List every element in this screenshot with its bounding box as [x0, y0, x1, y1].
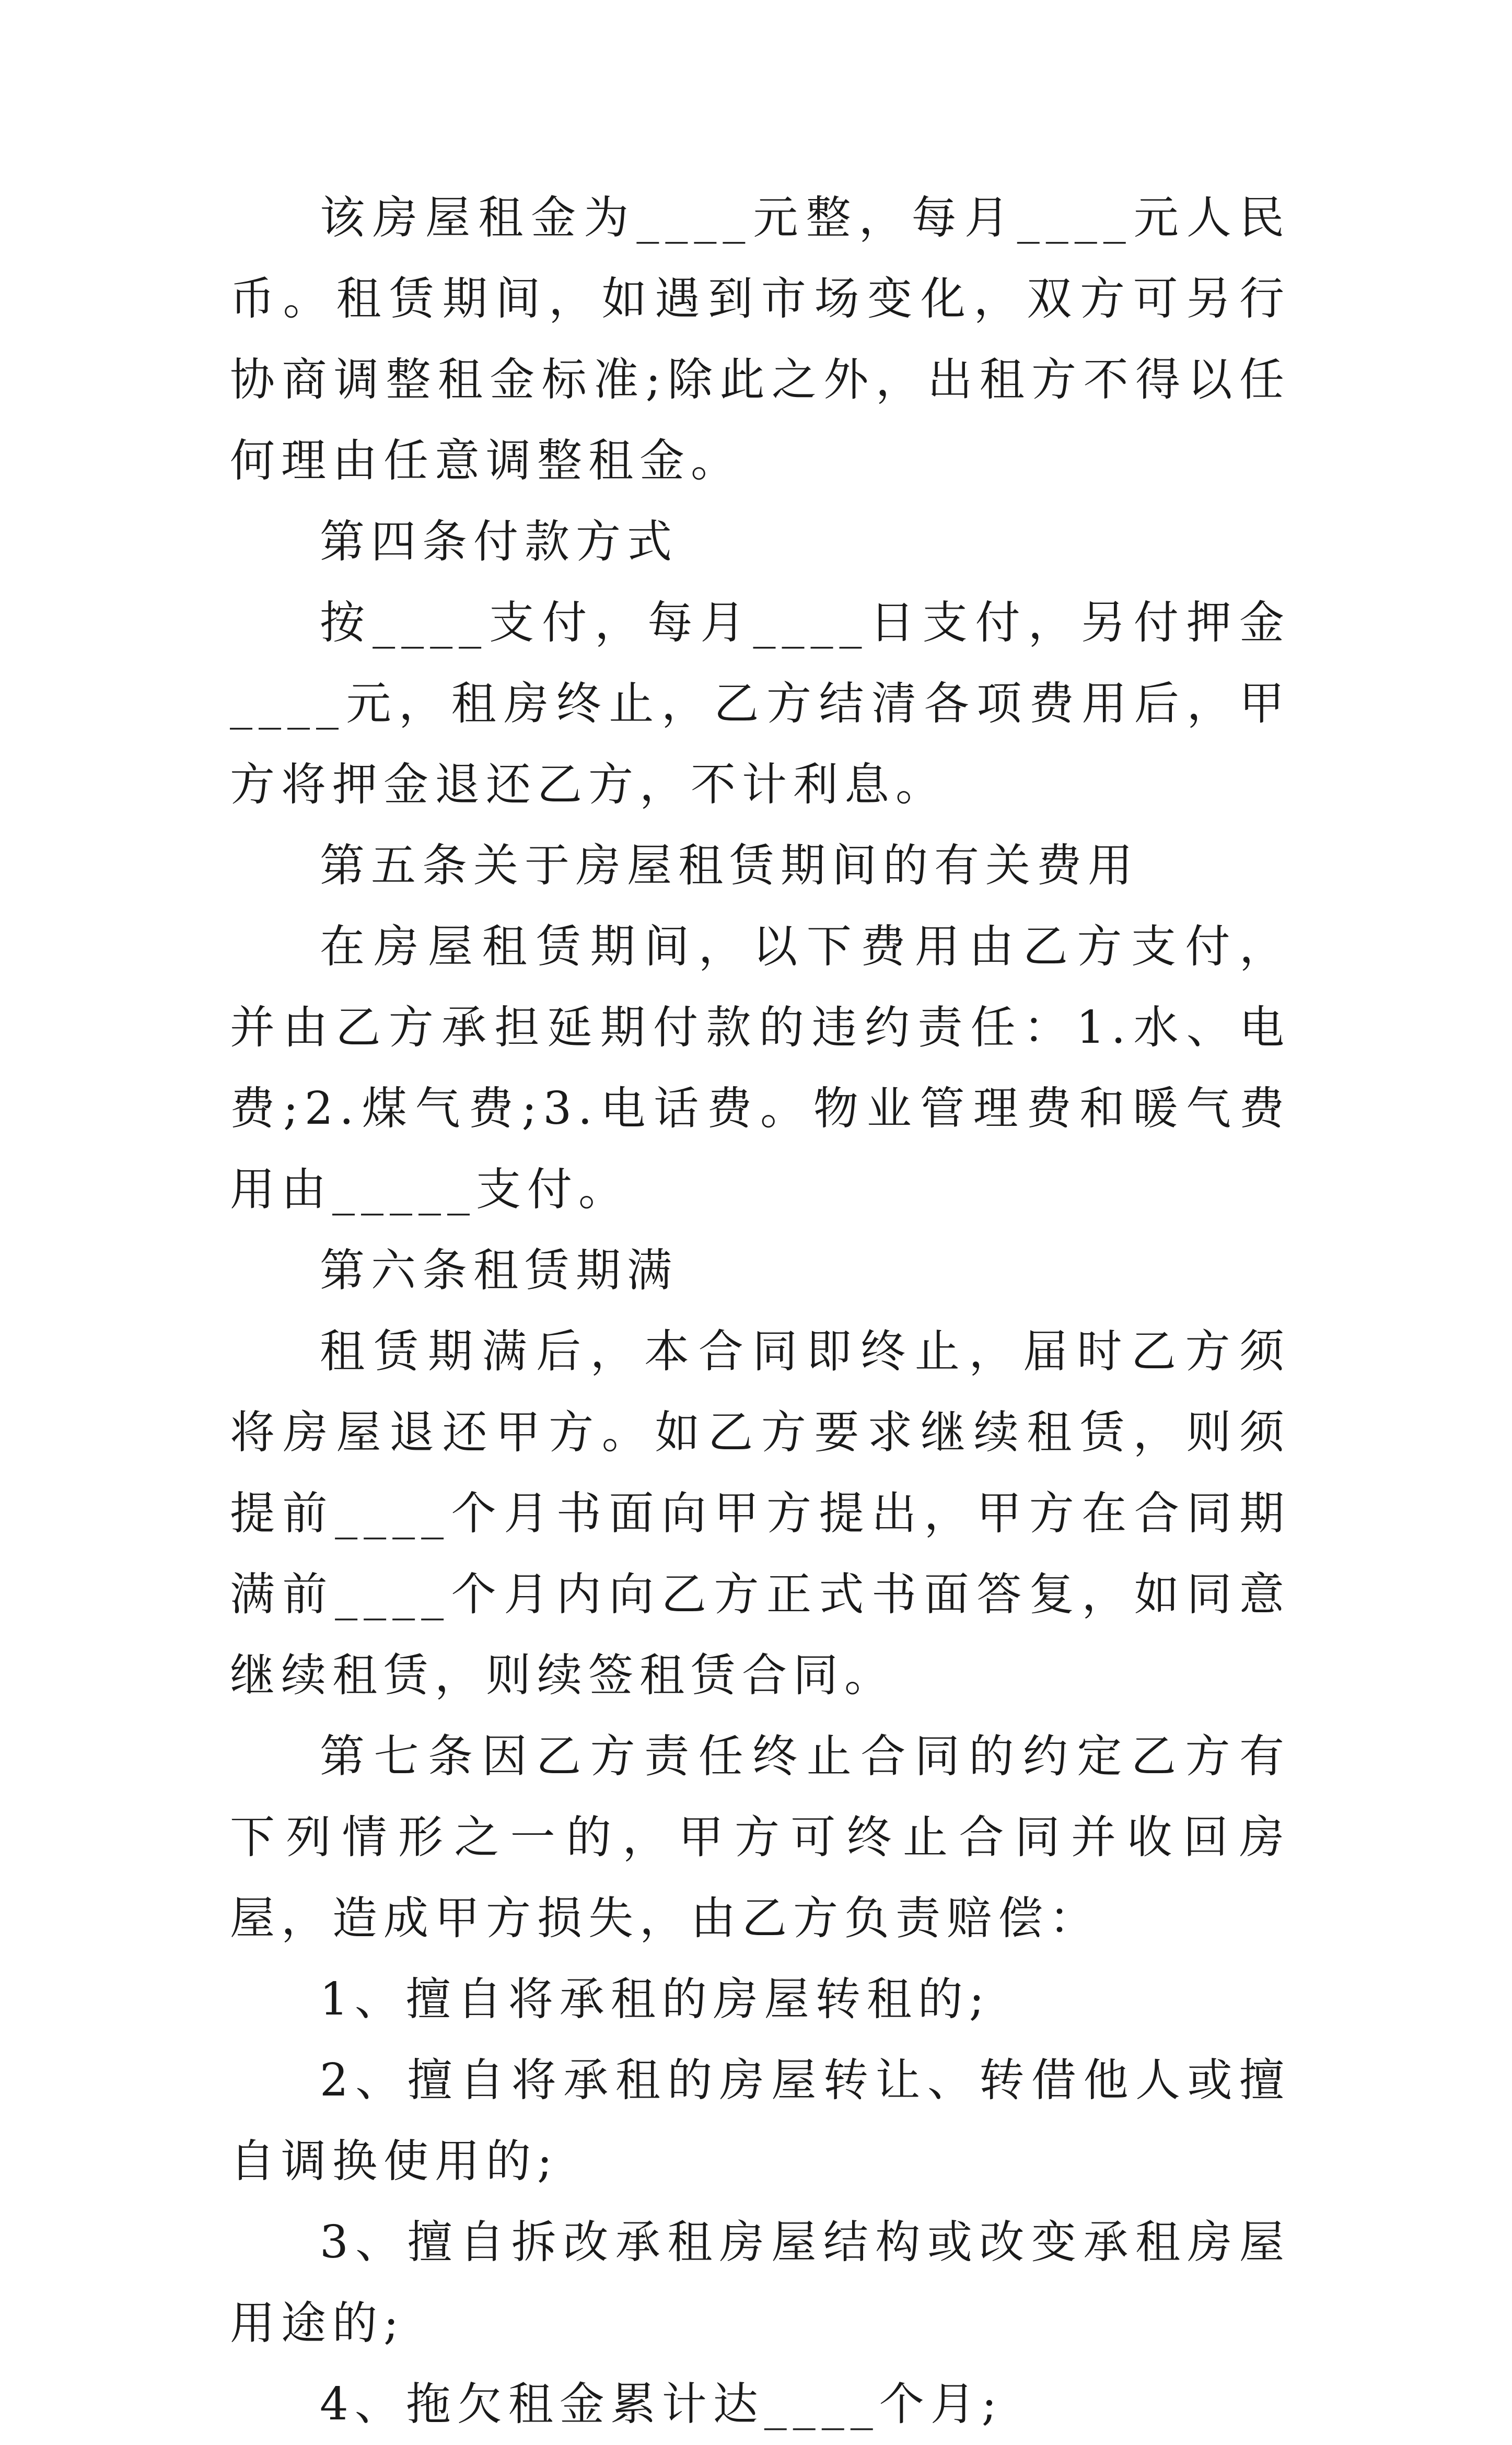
list-item: 3、擅自拆改承租房屋结构或改变承租房屋用途的; [230, 2216, 1290, 2349]
document-page [230, 178, 1290, 2445]
payment-method-paragraph: 按____支付，每月____日支付，另付押金____元，租房终止，乙方结清各项费用后，甲方将押金退还乙方，不计利息。 [230, 597, 1290, 811]
rent-amount-paragraph: 该房屋租金为____元整，每月____元人民币。租赁期间，如遇到市场变化，双方可另行协商调整租金标准;除此之外，出租方不得以任何理由任意调整租金。 [230, 192, 1290, 487]
article-4-heading: 第四条付款方式 [320, 516, 678, 568]
list-item: 1、擅自将承租的房屋转租的; [320, 1973, 991, 2025]
fees-paragraph: 在房屋租赁期间，以下费用由乙方支付，并由乙方承担延期付款的违约责任：1.水、电费;2.煤气费;3.电话费。物业管理费和暖气费用由_____支付。 [230, 921, 1290, 1216]
article-5-heading: 第五条关于房屋租赁期间的有关费用 [320, 840, 1139, 892]
list-item: 2、擅自将承租的房屋转让、转借他人或擅自调换使用的; [230, 2054, 1290, 2187]
lease-expiry-paragraph: 租赁期满后，本合同即终止，届时乙方须将房屋退还甲方。如乙方要求继续租赁，则须提前____个月书面向甲方提出，甲方在合同期满前____个月内向乙方正式书面答复，如同意继续租赁，则续签租赁合同。 [230, 1325, 1290, 1702]
article-6-heading: 第六条租赁期满 [320, 1244, 678, 1297]
list-item: 4、拖欠租金累计达____个月; [320, 2378, 1003, 2430]
article-7-paragraph: 第七条因乙方责任终止合同的约定乙方有下列情形之一的，甲方可终止合同并收回房屋，造成甲方损失，由乙方负责赔偿： [230, 1730, 1290, 1945]
